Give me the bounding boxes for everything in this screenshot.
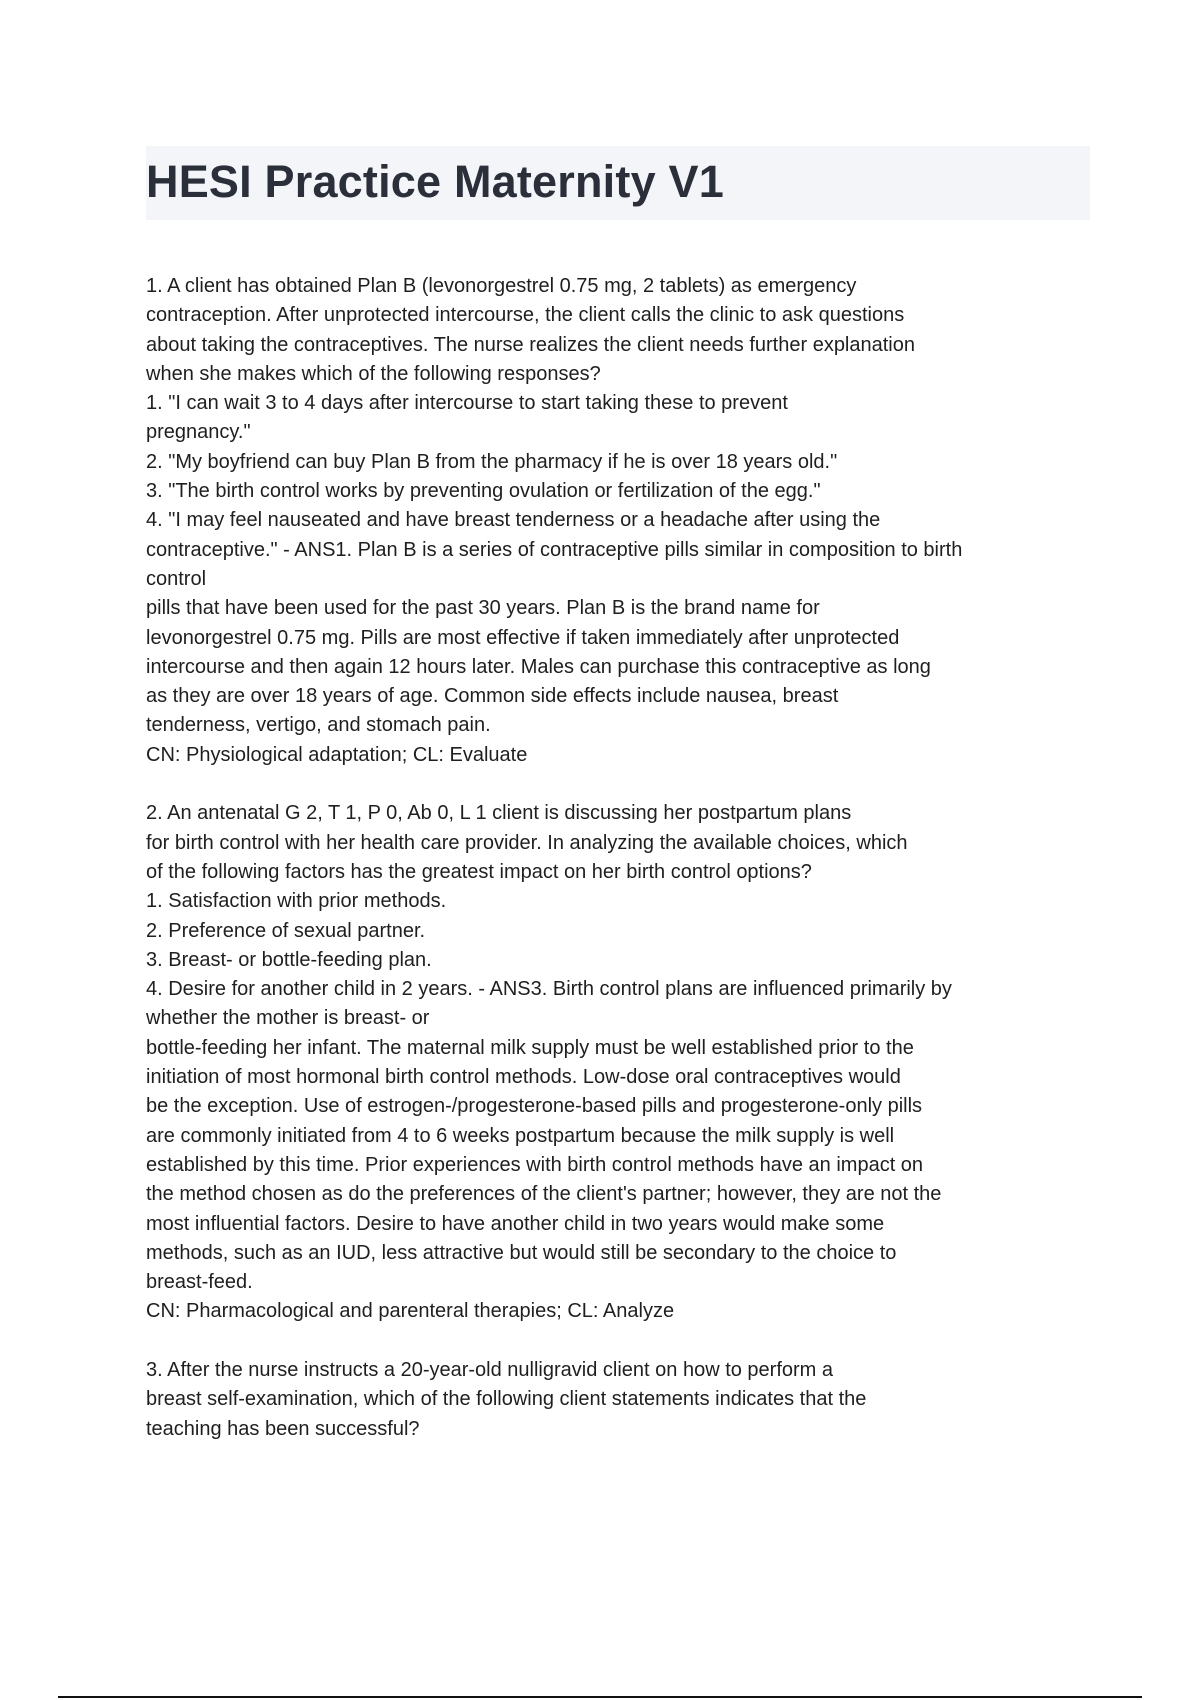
page-title: HESI Practice Maternity V1 xyxy=(146,156,724,207)
option-line: 3. Breast- or bottle-feeding plan. xyxy=(146,948,432,971)
option-line: 1. Satisfaction with prior methods. xyxy=(146,890,447,913)
question-block-2 xyxy=(146,799,1096,1326)
rationale-line: breast-feed. xyxy=(146,1271,253,1294)
option-line: 3. "The birth control works by preventing ovulation or fertilization of the egg." xyxy=(146,480,821,503)
answer-line: control xyxy=(146,567,207,590)
text-line: teaching has been successful? xyxy=(146,1417,420,1440)
rationale-line: are commonly initiated from 4 to 6 weeks postpartum because the milk supply is well xyxy=(146,1124,895,1147)
rationale-line: be the exception. Use of estrogen-/progesterone-based pills and progesterone-only pills xyxy=(146,1095,923,1118)
text-line: contraception. After unprotected intercourse, the client calls the clinic to ask questions xyxy=(146,304,905,327)
option-line: 2. "My boyfriend can buy Plan B from the pharmacy if he is over 18 years old." xyxy=(146,450,838,473)
option-line: 2. Preference of sexual partner. xyxy=(146,919,426,942)
rationale-line: intercourse and then again 12 hours later. Males can purchase this contraceptive as long xyxy=(146,655,931,678)
rationale-line: most influential factors. Desire to have another child in two years would make some xyxy=(146,1212,885,1235)
answer-line: whether the mother is breast- or xyxy=(146,1007,430,1030)
rationale-line: tenderness, vertigo, and stomach pain. xyxy=(146,714,491,737)
text-line: breast self-examination, which of the following client statements indicates that the xyxy=(146,1388,867,1411)
option-line: pregnancy." xyxy=(146,421,251,444)
rationale-line: as they are over 18 years of age. Common side effects include nausea, breast xyxy=(146,685,839,708)
rationale-line: the method chosen as do the preferences of the client's partner; however, they are not the xyxy=(146,1183,942,1206)
category-line: CN: Pharmacological and parenteral therapies; CL: Analyze xyxy=(146,1300,675,1323)
rationale-line: methods, such as an IUD, less attractive but would still be secondary to the choice to xyxy=(146,1241,897,1264)
option-line: 1. "I can wait 3 to 4 days after intercourse to start taking these to prevent xyxy=(146,392,788,415)
rationale-line: levonorgestrel 0.75 mg. Pills are most effective if taken immediately after unprotected xyxy=(146,626,900,649)
page-bottom-divider xyxy=(58,1696,1142,1698)
text-line: for birth control with her health care provider. In analyzing the available choices, which xyxy=(146,831,908,854)
text-line: 2. An antenatal G 2, T 1, P 0, Ab 0, L 1 client is discussing her postpartum plans xyxy=(146,802,852,825)
category-line: CN: Physiological adaptation; CL: Evaluate xyxy=(146,743,528,766)
rationale-line: bottle-feeding her infant. The maternal milk supply must be well established prior to the xyxy=(146,1036,914,1059)
question-block-3 xyxy=(146,1356,1096,1444)
rationale-line: pills that have been used for the past 30 years. Plan B is the brand name for xyxy=(146,597,820,620)
rationale-line: established by this time. Prior experiences with birth control methods have an impact on xyxy=(146,1153,924,1176)
text-line: of the following factors has the greatest impact on her birth control options? xyxy=(146,860,812,883)
text-line: when she makes which of the following responses? xyxy=(146,362,601,385)
answer-line: contraceptive." - ANS1. Plan B is a series of contraceptive pills similar in composition to birth xyxy=(146,538,963,561)
answer-line: 4. Desire for another child in 2 years. - ANS3. Birth control plans are influenced primarily by xyxy=(146,978,952,1001)
paragraph-spacer xyxy=(146,1327,1096,1356)
question-block-1 xyxy=(146,272,1096,770)
rationale-line: initiation of most hormonal birth control methods. Low-dose oral contraceptives would xyxy=(146,1066,901,1089)
title-banner xyxy=(146,146,1090,220)
text-line: 1. A client has obtained Plan B (levonorgestrel 0.75 mg, 2 tablets) as emergency xyxy=(146,275,857,297)
text-line: 3. After the nurse instructs a 20-year-old nulligravid client on how to perform a xyxy=(146,1358,834,1381)
text-line: about taking the contraceptives. The nurse realizes the client needs further explanation xyxy=(146,333,915,356)
option-line: 4. "I may feel nauseated and have breast tenderness or a headache after using the xyxy=(146,509,881,532)
paragraph-spacer xyxy=(146,770,1096,799)
document-body xyxy=(146,272,1096,1444)
